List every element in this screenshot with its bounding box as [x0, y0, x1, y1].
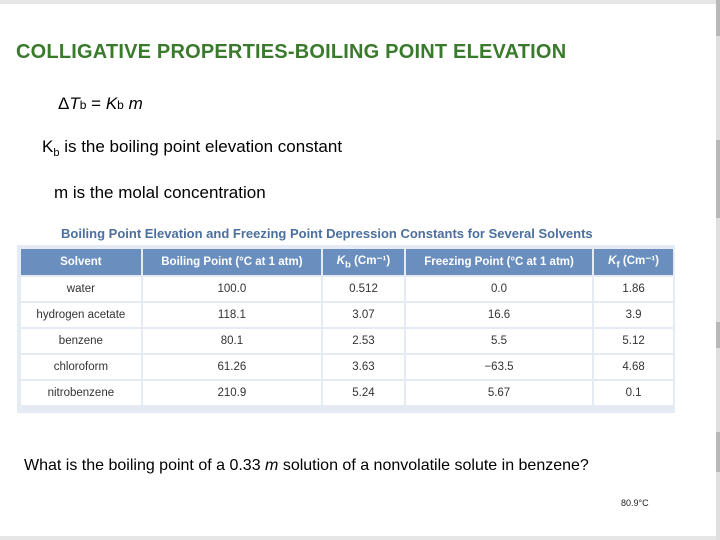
- cell-solvent: nitrobenzene: [21, 381, 141, 405]
- cell-kb: 0.512: [323, 277, 404, 301]
- table-row: [21, 381, 673, 405]
- header-freezing-point: Freezing Point (°C at 1 atm): [406, 249, 592, 275]
- header-kb-sub: b: [345, 259, 351, 271]
- formula-delta: Δ: [58, 94, 70, 113]
- cell-solvent: chloroform: [21, 355, 141, 379]
- slide-title: COLLIGATIVE PROPERTIES-BOILING POINT ELEVATION: [16, 41, 567, 63]
- cell-kf: 3.9: [594, 303, 673, 327]
- cell-freezing-point: 16.6: [406, 303, 592, 327]
- edge-decoration: [716, 432, 720, 472]
- cell-solvent: benzene: [21, 329, 141, 353]
- cell-solvent: water: [21, 277, 141, 301]
- header-kb-symbol: K: [336, 255, 346, 268]
- edge-decoration: [716, 322, 720, 348]
- cell-boiling-point: 210.9: [143, 381, 321, 405]
- table-header-row: [21, 249, 673, 275]
- cell-freezing-point: 0.0: [406, 277, 592, 301]
- formula: [58, 94, 143, 114]
- cell-kf: 4.68: [594, 355, 673, 379]
- edge-decoration: [716, 140, 720, 218]
- cell-kb: 5.24: [323, 381, 404, 405]
- table-row: [21, 355, 673, 379]
- formula-equals: =: [86, 94, 106, 113]
- cell-boiling-point: 118.1: [143, 303, 321, 327]
- kb-symbol: K: [42, 137, 54, 156]
- header-kf: [594, 249, 673, 275]
- cell-kb: 2.53: [323, 329, 404, 353]
- cell-kb: 3.63: [323, 355, 404, 379]
- question-end: solution of a nonvolatile solute in benzene?: [278, 457, 589, 474]
- header-kf-symbol: K: [608, 255, 617, 268]
- top-border: [0, 0, 720, 4]
- bottom-border: [0, 536, 720, 540]
- question: [24, 457, 589, 475]
- kb-subscript: b: [53, 147, 60, 159]
- kb-definition: [42, 137, 342, 159]
- m-definition: m is the molal concentration: [54, 183, 266, 202]
- formula-t-sub: b: [79, 98, 87, 112]
- edge-decoration: [716, 0, 720, 36]
- constants-table: [19, 247, 675, 407]
- formula-k: K: [105, 94, 118, 113]
- kb-text: is the boiling point elevation constant: [59, 137, 343, 156]
- question-start: What is the boiling point of a 0.33: [24, 457, 266, 474]
- header-kb: [323, 249, 404, 275]
- cell-solvent: hydrogen acetate: [21, 303, 141, 327]
- cell-freezing-point: −63.5: [406, 355, 592, 379]
- cell-kb: 3.07: [323, 303, 404, 327]
- cell-freezing-point: 5.5: [406, 329, 592, 353]
- cell-kf: 1.86: [594, 277, 673, 301]
- formula-m: m: [128, 94, 143, 113]
- table-row: [21, 277, 673, 301]
- header-kf-sub: f: [616, 259, 620, 271]
- formula-t: T: [69, 94, 80, 113]
- header-kf-unit: (Cm⁻¹): [619, 255, 659, 268]
- header-solvent: Solvent: [21, 249, 141, 275]
- table-row: [21, 329, 673, 353]
- constants-table-wrapper: [17, 245, 675, 413]
- header-boiling-point: Boiling Point (°C at 1 atm): [143, 249, 321, 275]
- cell-boiling-point: 80.1: [143, 329, 321, 353]
- formula-k-sub: b: [117, 98, 124, 112]
- cell-boiling-point: 61.26: [143, 355, 321, 379]
- table-row: [21, 303, 673, 327]
- cell-boiling-point: 100.0: [143, 277, 321, 301]
- cell-kf: 5.12: [594, 329, 673, 353]
- question-molality: m: [265, 457, 279, 474]
- header-kb-unit: (Cm⁻¹): [350, 255, 391, 268]
- answer: 80.9°C: [621, 498, 649, 508]
- cell-freezing-point: 5.67: [406, 381, 592, 405]
- table-title: Boiling Point Elevation and Freezing Point Depression Constants for Several Solvents: [61, 226, 593, 241]
- cell-kf: 0.1: [594, 381, 673, 405]
